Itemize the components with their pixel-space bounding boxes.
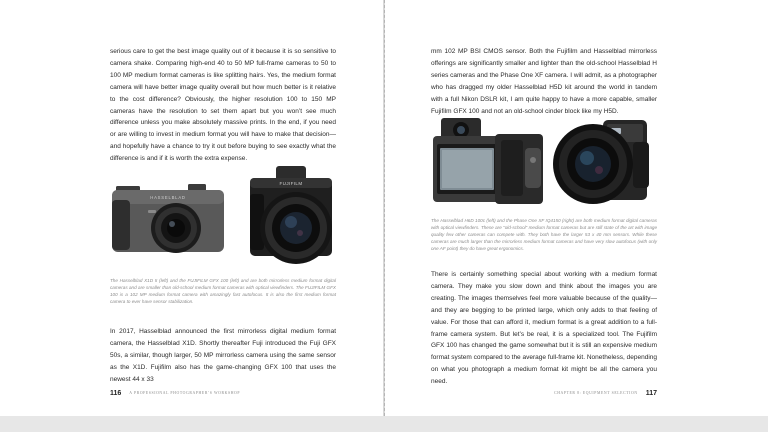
left-caption: The Hasselblad X1D II (left) and the FUJIFILM GFX 100 (left) and are both mirrorless medium format digital cameras and are smaller than old-school medium format cameras with optical viewfinders. The FUJIFILM GFX 100 is a 102 MP medium format camera with amazingly fast autofocus. It is also the first medium format camera to ever have sensor stabilization. (110, 278, 336, 305)
right-page (385, 0, 768, 416)
right-running-head: CHAPTER 8: EQUIPMENT SELECTION (554, 391, 638, 395)
right-caption: The Hasselblad H6D 100c (left) and the Phase One XF IQ4150 (right) are both medium format digital cameras with optical viewfinders. These are “old-school” medium format cameras but are still state of the art with image quality few other cameras can compete with. They both have the larger 53 x 40 mm sensors. While these cameras are much larger than the mirrorless medium format cameras and have very slow autofocus (with only one AF point) they do have great ergonomics. (431, 218, 657, 252)
right-paragraph-2: There is certainly something special about working with a medium format camera. They make you slow down and think about the images you are creating. The images themselves feel more valuable because of the quality—and they are begging to be printed large, which only adds to that feeling of value. For those that can afford it, medium format is a great addition to a full-frame camera system. But let’s be real, it is a specialized tool. The Fujifilm GFX 100 has changed the game somewhat but it is still an expensive medium format system compared to the average full-frame kit. Nonetheless, depending on what you photograph a medium format kit might be all the camera you need. (431, 271, 657, 386)
hasselblad-h6d-photo (431, 114, 549, 210)
left-footer (110, 388, 240, 398)
left-paragraph-1: serious care to get the best image quality out of it because it is so sensitive to camera shake. Comparing high-end 40 to 50 MP full-frame cameras to 50 to 100 MP medium format cameras is like splitting hairs. Yes, the medium format camera will have better image quality overall but how much better is it relative to the cost difference? Obviously, the higher resolution 100 to 150 MP cameras have the resolution to set them apart but you won’t see much difference unless you make absolutely massive prints. In the end, if you need or are willing to invest in medium format you will have to make that decision—and hopefully have a chance to try it out before buying to see exactly what the difference is and if it is worth the extra expense. (110, 48, 336, 163)
right-paragraph-1: mm 102 MP BSI CMOS sensor. Both the Fujifilm and Hasselblad mirrorless offerings are significantly smaller and lighter than the old-school Hasselblad H series cameras and the Phase One XF camera. I will admit, as a photographer who has dragged my older Hasselblad H5D kit around the world in tandem with a full Nikon DSLR kit, I am quite happy to have a more capable, smaller Fujifilm GFX 100 and not an old-school cinder block like my H5D. (431, 48, 657, 115)
right-page-number: 117 (645, 389, 657, 397)
fujifilm-wordmark: FUJIFILM (279, 181, 303, 186)
left-running-head: A PROFESSIONAL PHOTOGRAPHER’S WORKSHOP (129, 391, 241, 395)
viewer-background (0, 416, 768, 432)
left-page (0, 0, 383, 416)
phase-one-xf-photo (547, 114, 655, 210)
fujifilm-gfx100-photo (244, 164, 336, 268)
right-footer (431, 388, 657, 398)
left-page-number: 116 (110, 389, 122, 397)
left-paragraph-2: In 2017, Hasselblad announced the first mirrorless digital medium format camera, the Hasselblad X1D. Shortly thereafter Fuji introduced the Fuji GFX 50s, a similar, though larger, 50 MP mirrorless camera using the same sensor as the X1D. Fujifilm also has the game-changing GFX 100 that uses the newest 44 x 33 (110, 328, 336, 383)
hasselblad-wordmark: HASSELBLAD (150, 195, 186, 200)
hasselblad-x1d-photo (110, 172, 228, 264)
